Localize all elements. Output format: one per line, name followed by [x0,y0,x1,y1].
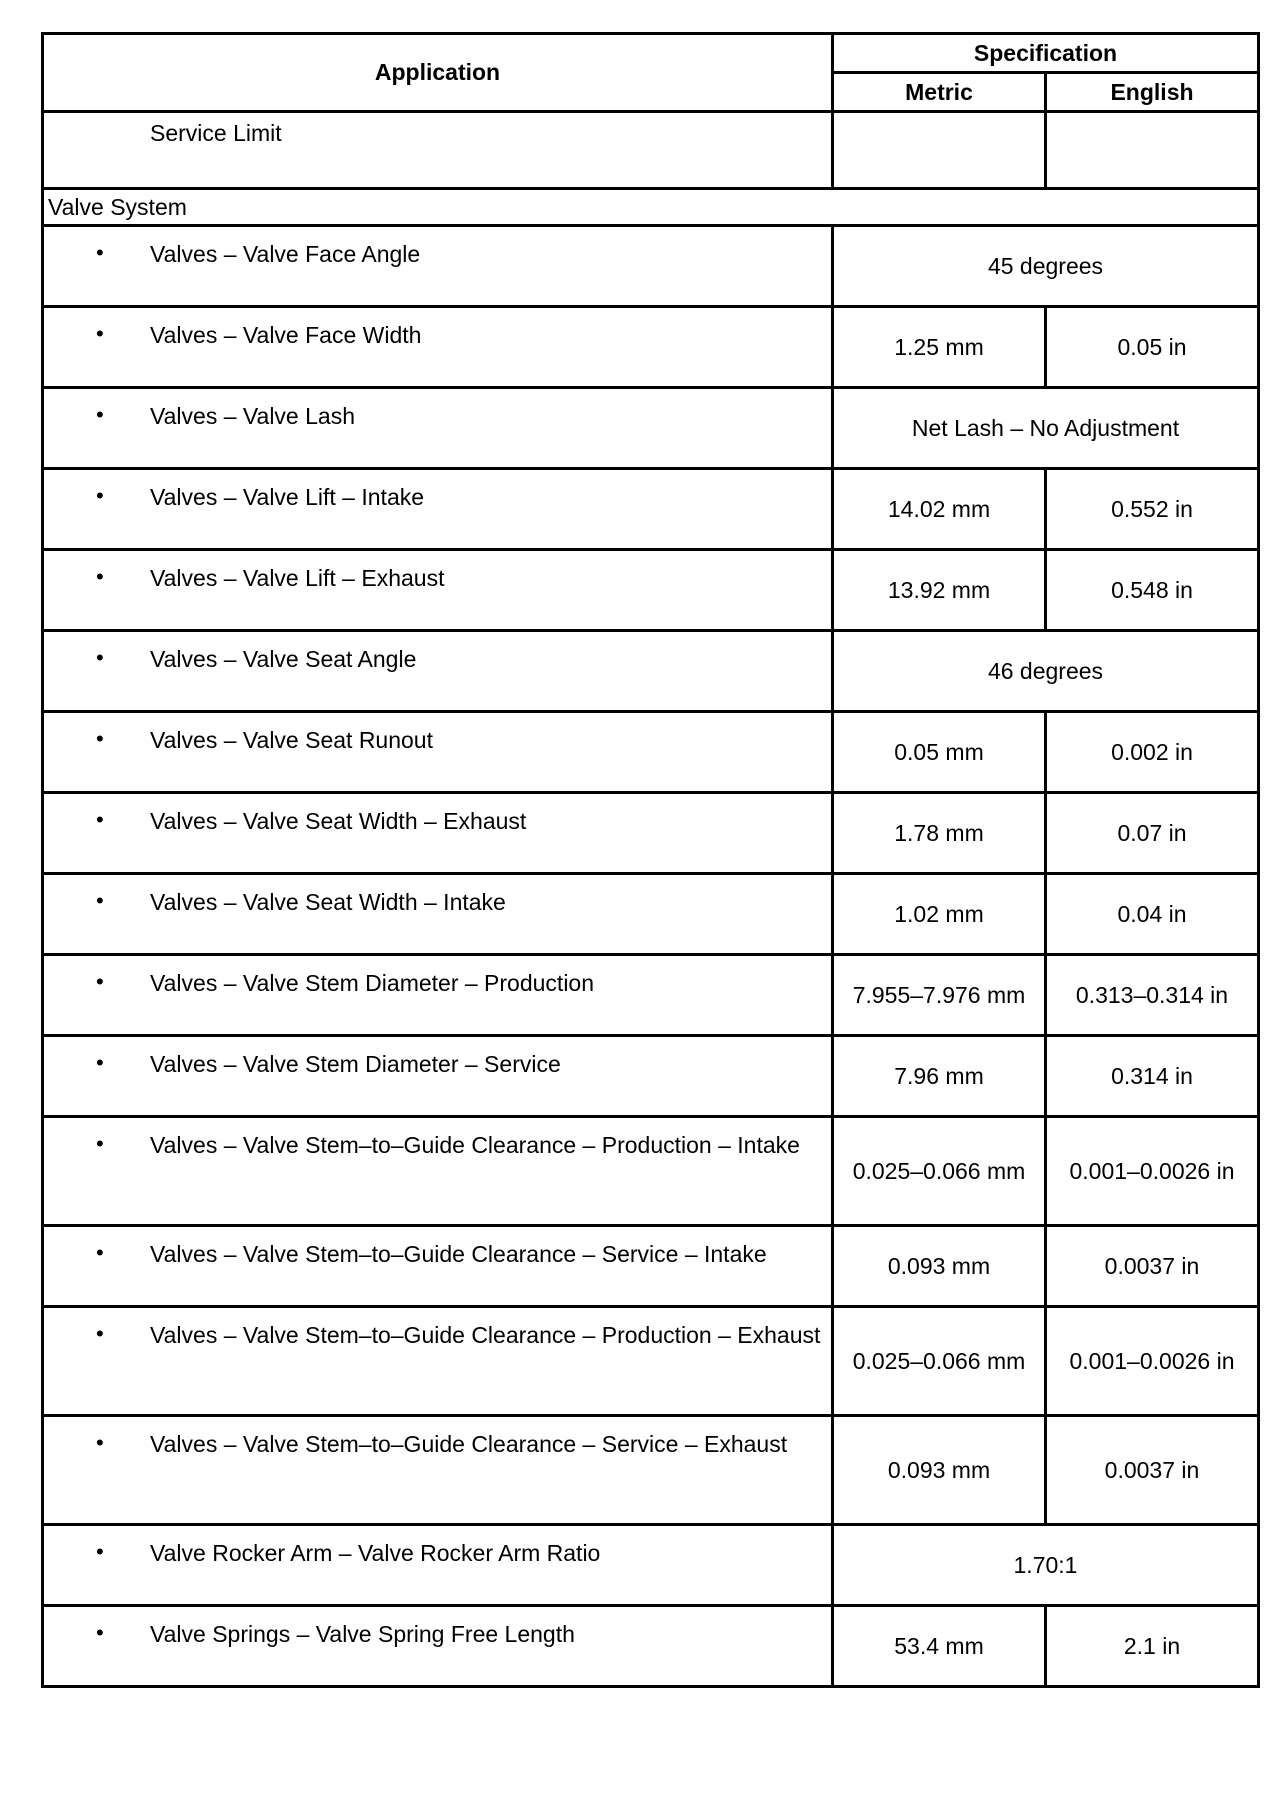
english-value: 0.552 in [1046,469,1259,550]
application-text: Valves – Valve Lift – Exhaust [150,565,445,591]
application-text: Valves – Valve Stem Diameter – Service [150,1051,561,1077]
spec-row [43,1416,1259,1525]
bullet-icon: • [96,564,104,589]
application-text: Valves – Valve Seat Width – Intake [150,889,506,915]
spec-row [43,1307,1259,1416]
english-value: 0.0037 in [1046,1416,1259,1525]
application-cell [43,1307,833,1416]
application-text: Valves – Valve Stem–to–Guide Clearance – Service – Intake [150,1241,767,1267]
header-metric: Metric [833,73,1046,112]
application-text: Valves – Valve Seat Runout [150,727,433,753]
combined-value: 1.70:1 [833,1525,1259,1606]
spec-row [43,1036,1259,1117]
english-value: 0.001–0.0026 in [1046,1117,1259,1226]
spec-row [43,469,1259,550]
service-limit-row [43,112,1259,189]
section-row [43,189,1259,226]
application-cell [43,307,833,388]
application-cell [43,226,833,307]
application-cell [43,1416,833,1525]
application-cell [43,955,833,1036]
application-text: Valve Springs – Valve Spring Free Length [150,1621,575,1647]
spec-row [43,793,1259,874]
header-english: English [1046,73,1259,112]
application-cell [43,1226,833,1307]
metric-value: 1.25 mm [833,307,1046,388]
metric-value: 0.093 mm [833,1416,1046,1525]
application-text: Valves – Valve Seat Angle [150,646,417,672]
spec-row [43,955,1259,1036]
bullet-icon: • [96,1321,104,1346]
metric-value: 13.92 mm [833,550,1046,631]
spec-table [41,32,1260,1688]
english-value: 0.313–0.314 in [1046,955,1259,1036]
application-text: Valves – Valve Lift – Intake [150,484,425,510]
application-text: Valves – Valve Stem Diameter – Production [150,970,595,996]
combined-value: 46 degrees [833,631,1259,712]
bullet-icon: • [96,645,104,670]
spec-row [43,388,1259,469]
english-value: 0.314 in [1046,1036,1259,1117]
bullet-icon: • [96,1050,104,1075]
bullet-icon: • [96,321,104,346]
bullet-icon: • [96,1430,104,1455]
spec-row [43,631,1259,712]
application-cell [43,1606,833,1687]
application-cell [43,793,833,874]
bullet-icon: • [96,807,104,832]
service-limit-english [1046,112,1259,189]
application-text: Valves – Valve Stem–to–Guide Clearance – Production – Intake [150,1132,800,1158]
application-cell [43,1036,833,1117]
spec-row [43,874,1259,955]
bullet-icon: • [96,1240,104,1265]
spec-row [43,1117,1259,1226]
bullet-icon: • [96,1539,104,1564]
application-cell [43,1525,833,1606]
combined-value: Net Lash – No Adjustment [833,388,1259,469]
english-value: 0.002 in [1046,712,1259,793]
metric-value: 14.02 mm [833,469,1046,550]
english-value: 0.05 in [1046,307,1259,388]
section-title: Valve System [43,189,1259,226]
spec-row [43,712,1259,793]
english-value: 0.04 in [1046,874,1259,955]
metric-value: 1.78 mm [833,793,1046,874]
english-value: 2.1 in [1046,1606,1259,1687]
metric-value: 7.96 mm [833,1036,1046,1117]
spec-row [43,1606,1259,1687]
service-limit-metric [833,112,1046,189]
english-value: 0.548 in [1046,550,1259,631]
application-text: Valve Rocker Arm – Valve Rocker Arm Ratio [150,1540,601,1566]
bullet-icon: • [96,483,104,508]
application-cell [43,550,833,631]
bullet-icon: • [96,726,104,751]
spec-page [41,32,1257,1688]
bullet-icon: • [96,888,104,913]
metric-value: 7.955–7.976 mm [833,955,1046,1036]
service-limit-label: Service Limit [150,120,282,146]
english-value: 0.001–0.0026 in [1046,1307,1259,1416]
application-text: Valves – Valve Face Angle [150,241,421,267]
spec-row [43,550,1259,631]
metric-value: 1.02 mm [833,874,1046,955]
application-cell [43,469,833,550]
spec-row [43,1226,1259,1307]
bullet-icon: • [96,1131,104,1156]
application-text: Valves – Valve Face Width [150,322,422,348]
metric-value: 53.4 mm [833,1606,1046,1687]
metric-value: 0.05 mm [833,712,1046,793]
metric-value: 0.025–0.066 mm [833,1117,1046,1226]
application-cell [43,631,833,712]
application-text: Valves – Valve Seat Width – Exhaust [150,808,527,834]
bullet-icon: • [96,1620,104,1645]
metric-value: 0.093 mm [833,1226,1046,1307]
service-limit-cell [43,112,833,189]
spec-row [43,1525,1259,1606]
spec-row [43,307,1259,388]
application-cell [43,874,833,955]
bullet-icon: • [96,240,104,265]
bullet-icon: • [96,969,104,994]
english-value: 0.07 in [1046,793,1259,874]
metric-value: 0.025–0.066 mm [833,1307,1046,1416]
application-cell [43,1117,833,1226]
bullet-icon: • [96,402,104,427]
combined-value: 45 degrees [833,226,1259,307]
english-value: 0.0037 in [1046,1226,1259,1307]
application-text: Valves – Valve Lash [150,403,355,429]
application-cell [43,712,833,793]
spec-rows [43,226,1259,1687]
spec-row [43,226,1259,307]
header-specification: Specification [833,34,1259,73]
header-application: Application [43,34,833,112]
application-text: Valves – Valve Stem–to–Guide Clearance – Service – Exhaust [150,1431,788,1457]
application-text: Valves – Valve Stem–to–Guide Clearance – Production – Exhaust [150,1322,821,1348]
application-cell [43,388,833,469]
